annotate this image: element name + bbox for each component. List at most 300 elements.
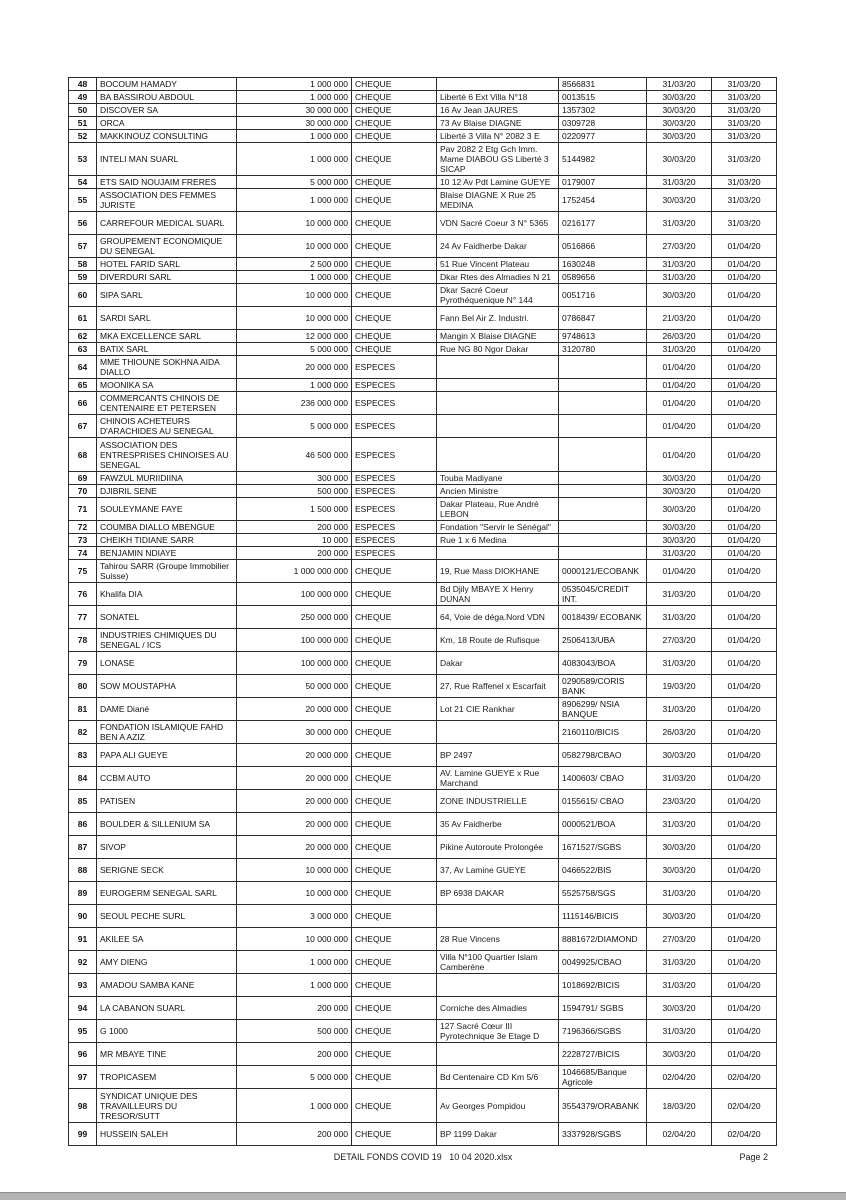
cell-date_1: 30/03/20	[647, 472, 712, 485]
cell-address	[437, 721, 559, 744]
table-row	[69, 485, 777, 498]
cell-amount: 200 000	[237, 547, 352, 560]
cell-date_1: 30/03/20	[647, 117, 712, 130]
table-row	[69, 905, 777, 928]
cell-date_1: 31/03/20	[647, 547, 712, 560]
table-row	[69, 415, 777, 438]
cell-num: 98	[69, 1089, 97, 1123]
cell-payment_type: CHEQUE	[352, 189, 437, 212]
cell-amount: 200 000	[237, 997, 352, 1020]
cell-address: Liberté 3 Villa N° 2082 3 E	[437, 130, 559, 143]
cell-cheque_ref	[559, 415, 647, 438]
cell-payment_type: ESPECES	[352, 485, 437, 498]
cell-address	[437, 974, 559, 997]
cell-cheque_ref: 8906299/ NSIA BANQUE	[559, 698, 647, 721]
cell-name: ASSOCIATION DES FEMMES JURISTE	[97, 189, 237, 212]
table-row	[69, 235, 777, 258]
cell-address: Bd Centenaire CD Km 5/6	[437, 1066, 559, 1089]
cell-cheque_ref	[559, 356, 647, 379]
cell-amount: 20 000 000	[237, 813, 352, 836]
cell-date_1: 31/03/20	[647, 974, 712, 997]
cell-date_1: 19/03/20	[647, 675, 712, 698]
cell-date_2: 01/04/20	[712, 744, 777, 767]
cell-amount: 100 000 000	[237, 629, 352, 652]
cell-cheque_ref	[559, 379, 647, 392]
cell-date_1: 30/03/20	[647, 130, 712, 143]
cell-date_2: 01/04/20	[712, 356, 777, 379]
cell-address: 51 Rue Vincent Plateau	[437, 258, 559, 271]
cell-amount: 2 500 000	[237, 258, 352, 271]
cell-num: 60	[69, 284, 97, 307]
cell-payment_type: CHEQUE	[352, 284, 437, 307]
cell-cheque_ref: 8566831	[559, 78, 647, 91]
cell-date_2: 01/04/20	[712, 560, 777, 583]
cell-name: DAME Diané	[97, 698, 237, 721]
cell-payment_type: CHEQUE	[352, 130, 437, 143]
cell-date_2: 01/04/20	[712, 258, 777, 271]
cell-address: 10 12 Av Pdt Lamine GUEYE	[437, 176, 559, 189]
table-row	[69, 356, 777, 379]
cell-cheque_ref: 0216177	[559, 212, 647, 235]
cell-num: 78	[69, 629, 97, 652]
cell-date_1: 30/03/20	[647, 284, 712, 307]
cell-date_1: 30/03/20	[647, 859, 712, 882]
cell-address	[437, 905, 559, 928]
cell-name: BATIX SARL	[97, 343, 237, 356]
cell-date_2: 01/04/20	[712, 1043, 777, 1066]
cell-amount: 5 000 000	[237, 343, 352, 356]
cell-amount: 10 000 000	[237, 307, 352, 330]
cell-date_2: 01/04/20	[712, 629, 777, 652]
cell-address: Bd Djily MBAYE X Henry DUNAN	[437, 583, 559, 606]
cell-date_2: 01/04/20	[712, 521, 777, 534]
cell-amount: 250 000 000	[237, 606, 352, 629]
cell-address: Km, 18 Route de Rufisque	[437, 629, 559, 652]
cell-date_1: 23/03/20	[647, 790, 712, 813]
cell-cheque_ref: 1018692/BICIS	[559, 974, 647, 997]
cell-date_1: 30/03/20	[647, 534, 712, 547]
cell-name: MAKKINOUZ CONSULTING	[97, 130, 237, 143]
cell-cheque_ref: 0582798/CBAO	[559, 744, 647, 767]
cell-name: CARREFOUR MEDICAL SUARL	[97, 212, 237, 235]
cell-name: HOTEL FARID SARL	[97, 258, 237, 271]
cell-date_2: 01/04/20	[712, 698, 777, 721]
cell-cheque_ref: 2506413/UBA	[559, 629, 647, 652]
cell-date_1: 30/03/20	[647, 104, 712, 117]
cell-num: 81	[69, 698, 97, 721]
table-row	[69, 104, 777, 117]
cell-name: SERIGNE SECK	[97, 859, 237, 882]
cell-name: CHEIKH TIDIANE SARR	[97, 534, 237, 547]
cell-cheque_ref	[559, 547, 647, 560]
cell-amount: 5 000 000	[237, 415, 352, 438]
table-row	[69, 744, 777, 767]
cell-address	[437, 356, 559, 379]
cell-name: PATISEN	[97, 790, 237, 813]
cell-payment_type: CHEQUE	[352, 104, 437, 117]
table-row	[69, 629, 777, 652]
cell-date_1: 31/03/20	[647, 767, 712, 790]
cell-address: 73 Av Blaise DIAGNE	[437, 117, 559, 130]
cell-payment_type: CHEQUE	[352, 235, 437, 258]
table-row	[69, 1123, 777, 1146]
cell-address	[437, 438, 559, 472]
cell-date_1: 30/03/20	[647, 91, 712, 104]
cell-address: ZONE INDUSTRIELLE	[437, 790, 559, 813]
cell-payment_type: CHEQUE	[352, 91, 437, 104]
cell-cheque_ref: 0309728	[559, 117, 647, 130]
cell-num: 70	[69, 485, 97, 498]
cell-payment_type: CHEQUE	[352, 790, 437, 813]
cell-num: 64	[69, 356, 97, 379]
cell-name: CHINOIS ACHETEURS D'ARACHIDES AU SENEGAL	[97, 415, 237, 438]
table-row	[69, 1020, 777, 1043]
cell-num: 82	[69, 721, 97, 744]
cell-amount: 46 500 000	[237, 438, 352, 472]
cell-num: 77	[69, 606, 97, 629]
cell-name: MOONIKA SA	[97, 379, 237, 392]
cell-name: MME THIOUNE SOKHNA AIDA DIALLO	[97, 356, 237, 379]
cell-cheque_ref	[559, 392, 647, 415]
cell-num: 83	[69, 744, 97, 767]
cell-num: 50	[69, 104, 97, 117]
table-row	[69, 258, 777, 271]
cell-name: SOW MOUSTAPHA	[97, 675, 237, 698]
cell-address: 19, Rue Mass DIOKHANE	[437, 560, 559, 583]
cell-payment_type: CHEQUE	[352, 882, 437, 905]
cell-num: 59	[69, 271, 97, 284]
table-row	[69, 721, 777, 744]
cell-address: Pikine Autoroute Prolongée	[437, 836, 559, 859]
cell-payment_type: CHEQUE	[352, 675, 437, 698]
table-row	[69, 117, 777, 130]
page-footer	[0, 1152, 846, 1166]
cell-amount: 10 000 000	[237, 882, 352, 905]
cell-date_1: 31/03/20	[647, 698, 712, 721]
cell-date_1: 31/03/20	[647, 176, 712, 189]
cell-payment_type: CHEQUE	[352, 271, 437, 284]
table-row	[69, 813, 777, 836]
cell-num: 74	[69, 547, 97, 560]
cell-amount: 12 000 000	[237, 330, 352, 343]
cell-date_2: 01/04/20	[712, 485, 777, 498]
table-row	[69, 859, 777, 882]
cell-num: 86	[69, 813, 97, 836]
cell-payment_type: CHEQUE	[352, 698, 437, 721]
cell-date_2: 01/04/20	[712, 379, 777, 392]
cell-payment_type: ESPECES	[352, 498, 437, 521]
cell-amount: 100 000 000	[237, 583, 352, 606]
cell-payment_type: CHEQUE	[352, 813, 437, 836]
cell-name: GROUPEMENT ECONOMIQUE DU SENEGAL	[97, 235, 237, 258]
cell-date_2: 31/03/20	[712, 104, 777, 117]
cell-date_2: 01/04/20	[712, 415, 777, 438]
table-row	[69, 521, 777, 534]
cell-date_2: 31/03/20	[712, 78, 777, 91]
table-row	[69, 547, 777, 560]
table-row	[69, 472, 777, 485]
cell-date_2: 01/04/20	[712, 767, 777, 790]
cell-name: LONASE	[97, 652, 237, 675]
cell-name: INDUSTRIES CHIMIQUES DU SENEGAL / ICS	[97, 629, 237, 652]
cell-cheque_ref: 0179007	[559, 176, 647, 189]
cell-cheque_ref: 7196366/SGBS	[559, 1020, 647, 1043]
cell-amount: 30 000 000	[237, 721, 352, 744]
cell-cheque_ref: 0000121/ECOBANK	[559, 560, 647, 583]
cell-address: Fondation "Servir le Sénégal"	[437, 521, 559, 534]
cell-date_2: 01/04/20	[712, 284, 777, 307]
cell-address: 127 Sacré Cœur III Pyrotechnique 3e Etage D	[437, 1020, 559, 1043]
cell-date_2: 01/04/20	[712, 472, 777, 485]
table-body	[69, 78, 777, 1146]
cell-cheque_ref: 2160110/BICIS	[559, 721, 647, 744]
cell-name: PAPA ALI GUEYE	[97, 744, 237, 767]
cell-name: SONATEL	[97, 606, 237, 629]
table-row	[69, 176, 777, 189]
table-row	[69, 606, 777, 629]
cell-date_1: 21/03/20	[647, 307, 712, 330]
cell-amount: 300 000	[237, 472, 352, 485]
cell-num: 90	[69, 905, 97, 928]
cell-address	[437, 392, 559, 415]
cell-payment_type: CHEQUE	[352, 307, 437, 330]
cell-address: Mangin X Blaise DIAGNE	[437, 330, 559, 343]
cell-date_2: 01/04/20	[712, 271, 777, 284]
cell-date_1: 31/03/20	[647, 78, 712, 91]
cell-address: 35 Av Faidherbe	[437, 813, 559, 836]
cell-payment_type: CHEQUE	[352, 974, 437, 997]
cell-amount: 3 000 000	[237, 905, 352, 928]
cell-amount: 1 000 000	[237, 91, 352, 104]
cell-date_2: 01/04/20	[712, 928, 777, 951]
cell-date_1: 30/03/20	[647, 744, 712, 767]
cell-cheque_ref: 0516866	[559, 235, 647, 258]
cell-date_2: 01/04/20	[712, 498, 777, 521]
cell-amount: 1 000 000	[237, 974, 352, 997]
cell-address	[437, 379, 559, 392]
cell-amount: 10 000 000	[237, 235, 352, 258]
table-row	[69, 330, 777, 343]
cell-num: 52	[69, 130, 97, 143]
cell-name: BOCOUM HAMADY	[97, 78, 237, 91]
cell-address: Dakar Plateau, Rue André LEBON	[437, 498, 559, 521]
cell-amount: 30 000 000	[237, 104, 352, 117]
cell-name: CCBM AUTO	[97, 767, 237, 790]
cell-payment_type: CHEQUE	[352, 176, 437, 189]
donations-table	[68, 77, 777, 1146]
cell-date_2: 01/04/20	[712, 997, 777, 1020]
cell-payment_type: CHEQUE	[352, 859, 437, 882]
cell-date_2: 01/04/20	[712, 905, 777, 928]
cell-date_1: 30/03/20	[647, 498, 712, 521]
table-row	[69, 271, 777, 284]
cell-amount: 1 000 000	[237, 130, 352, 143]
cell-num: 68	[69, 438, 97, 472]
cell-date_1: 01/04/20	[647, 438, 712, 472]
cell-cheque_ref: 9748613	[559, 330, 647, 343]
cell-name: DIVERDURI SARL	[97, 271, 237, 284]
cell-payment_type: CHEQUE	[352, 212, 437, 235]
cell-num: 95	[69, 1020, 97, 1043]
cell-num: 94	[69, 997, 97, 1020]
cell-name: BENJAMIN NDIAYE	[97, 547, 237, 560]
cell-name: SIVOP	[97, 836, 237, 859]
cell-name: HUSSEIN SALEH	[97, 1123, 237, 1146]
cell-address: BP 1199 Dakar	[437, 1123, 559, 1146]
cell-date_2: 01/04/20	[712, 534, 777, 547]
cell-cheque_ref: 1752454	[559, 189, 647, 212]
cell-address	[437, 78, 559, 91]
cell-amount: 30 000 000	[237, 117, 352, 130]
cell-amount: 50 000 000	[237, 675, 352, 698]
cell-cheque_ref: 1671527/SGBS	[559, 836, 647, 859]
cell-amount: 1 000 000	[237, 271, 352, 284]
table-row	[69, 560, 777, 583]
cell-address: Pav 2082 2 Etg Gch Imm. Mame DIABOU GS Liberté 3 SICAP	[437, 143, 559, 176]
cell-date_2: 01/04/20	[712, 307, 777, 330]
cell-payment_type: CHEQUE	[352, 767, 437, 790]
cell-date_2: 01/04/20	[712, 836, 777, 859]
cell-cheque_ref: 1357302	[559, 104, 647, 117]
cell-payment_type: CHEQUE	[352, 1043, 437, 1066]
cell-num: 51	[69, 117, 97, 130]
cell-address: Villa N°100 Quartier Islam Camberéne	[437, 951, 559, 974]
cell-name: DJIBRIL SENE	[97, 485, 237, 498]
cell-date_1: 31/03/20	[647, 583, 712, 606]
cell-num: 76	[69, 583, 97, 606]
table-row	[69, 143, 777, 176]
cell-date_2: 01/04/20	[712, 1020, 777, 1043]
cell-payment_type: CHEQUE	[352, 1089, 437, 1123]
cell-address: Dkar Rtes des Almadies N 21	[437, 271, 559, 284]
cell-num: 55	[69, 189, 97, 212]
cell-payment_type: CHEQUE	[352, 652, 437, 675]
cell-address: Touba Madiyane	[437, 472, 559, 485]
cell-payment_type: CHEQUE	[352, 836, 437, 859]
cell-payment_type: CHEQUE	[352, 928, 437, 951]
cell-amount: 10 000 000	[237, 212, 352, 235]
table-row	[69, 974, 777, 997]
cell-date_1: 30/03/20	[647, 836, 712, 859]
cell-date_2: 01/04/20	[712, 330, 777, 343]
table-row	[69, 767, 777, 790]
cell-cheque_ref: 0155615/ CBAO	[559, 790, 647, 813]
cell-cheque_ref: 1400603/ CBAO	[559, 767, 647, 790]
cell-cheque_ref: 4083043/BOA	[559, 652, 647, 675]
cell-date_2: 01/04/20	[712, 392, 777, 415]
cell-address: Rue NG 80 Ngor Dakar	[437, 343, 559, 356]
cell-date_1: 01/04/20	[647, 356, 712, 379]
cell-date_2: 01/04/20	[712, 813, 777, 836]
cell-date_1: 30/03/20	[647, 521, 712, 534]
cell-date_1: 31/03/20	[647, 882, 712, 905]
cell-num: 79	[69, 652, 97, 675]
cell-date_2: 31/03/20	[712, 176, 777, 189]
cell-num: 99	[69, 1123, 97, 1146]
cell-address	[437, 1043, 559, 1066]
cell-name: Khalifa DIA	[97, 583, 237, 606]
cell-address: Liberté 6 Ext Villa N°18	[437, 91, 559, 104]
cell-address: 24 Av Faidherbe Dakar	[437, 235, 559, 258]
cell-num: 92	[69, 951, 97, 974]
cell-date_1: 01/04/20	[647, 560, 712, 583]
cell-name: AKILEE SA	[97, 928, 237, 951]
cell-payment_type: ESPECES	[352, 356, 437, 379]
cell-date_1: 30/03/20	[647, 905, 712, 928]
cell-cheque_ref: 1630248	[559, 258, 647, 271]
cell-num: 61	[69, 307, 97, 330]
cell-cheque_ref	[559, 438, 647, 472]
cell-date_2: 01/04/20	[712, 438, 777, 472]
cell-cheque_ref	[559, 485, 647, 498]
cell-address: AV. Lamine GUEYE x Rue Marchand	[437, 767, 559, 790]
table-row	[69, 1066, 777, 1089]
cell-payment_type: ESPECES	[352, 534, 437, 547]
cell-cheque_ref: 5144982	[559, 143, 647, 176]
cell-payment_type: CHEQUE	[352, 1066, 437, 1089]
table-row	[69, 379, 777, 392]
table-row	[69, 78, 777, 91]
table-row	[69, 130, 777, 143]
cell-num: 66	[69, 392, 97, 415]
cell-payment_type: CHEQUE	[352, 1020, 437, 1043]
cell-date_1: 30/03/20	[647, 1043, 712, 1066]
cell-payment_type: CHEQUE	[352, 117, 437, 130]
cell-date_1: 30/03/20	[647, 189, 712, 212]
table-row	[69, 91, 777, 104]
cell-amount: 10 000 000	[237, 284, 352, 307]
cell-name: FAWZUL MURIIDIINA	[97, 472, 237, 485]
cell-amount: 1 000 000	[237, 189, 352, 212]
cell-address: Dkar Sacré Coeur Pyrothéquenique N° 144	[437, 284, 559, 307]
cell-address: Fann Bel Air Z. Industri.	[437, 307, 559, 330]
table-row	[69, 343, 777, 356]
cell-amount: 20 000 000	[237, 790, 352, 813]
cell-date_2: 31/03/20	[712, 130, 777, 143]
cell-address: Rue 1 x 6 Medina	[437, 534, 559, 547]
cell-num: 71	[69, 498, 97, 521]
cell-date_1: 01/04/20	[647, 392, 712, 415]
cell-address: Ancien Ministre	[437, 485, 559, 498]
cell-payment_type: ESPECES	[352, 415, 437, 438]
table-row	[69, 1043, 777, 1066]
cell-amount: 20 000 000	[237, 836, 352, 859]
cell-address: Av Georges Pompidou	[437, 1089, 559, 1123]
cell-cheque_ref	[559, 498, 647, 521]
cell-date_2: 01/04/20	[712, 790, 777, 813]
cell-cheque_ref: 0290589/CORIS BANK	[559, 675, 647, 698]
cell-date_2: 01/04/20	[712, 343, 777, 356]
cell-amount: 10 000 000	[237, 859, 352, 882]
cell-date_1: 30/03/20	[647, 997, 712, 1020]
cell-num: 56	[69, 212, 97, 235]
cell-name: ETS SAID NOUJAIM FRERES	[97, 176, 237, 189]
cell-num: 75	[69, 560, 97, 583]
cell-date_2: 01/04/20	[712, 547, 777, 560]
table-row	[69, 928, 777, 951]
table-row	[69, 189, 777, 212]
table-row	[69, 284, 777, 307]
cell-num: 91	[69, 928, 97, 951]
cell-num: 73	[69, 534, 97, 547]
cell-num: 80	[69, 675, 97, 698]
table-row	[69, 307, 777, 330]
cell-num: 97	[69, 1066, 97, 1089]
cell-cheque_ref: 0013515	[559, 91, 647, 104]
cell-num: 65	[69, 379, 97, 392]
table-row	[69, 836, 777, 859]
cell-payment_type: CHEQUE	[352, 330, 437, 343]
